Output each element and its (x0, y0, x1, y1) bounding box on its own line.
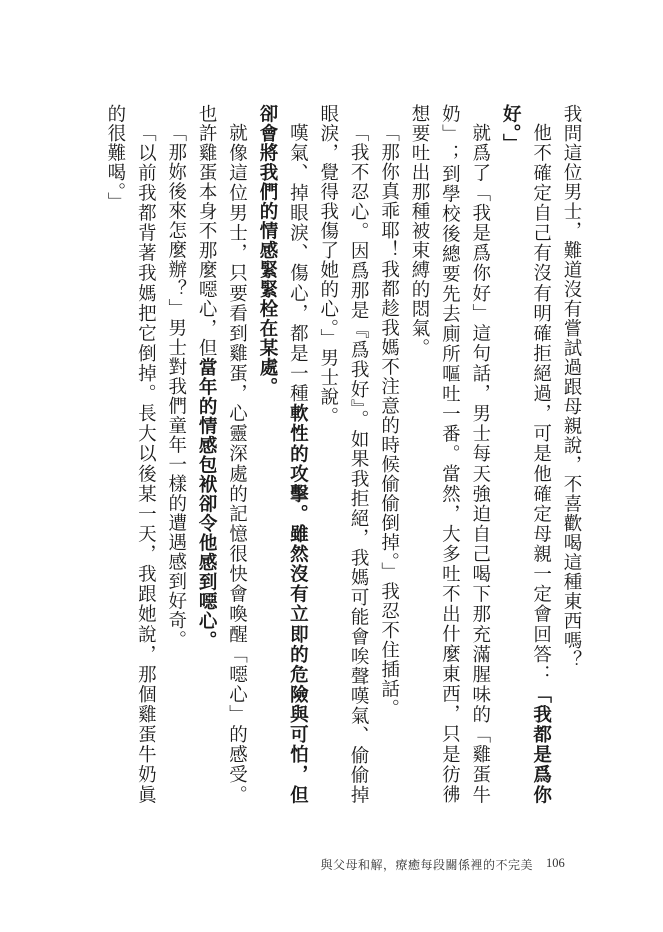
paragraph (160, 104, 190, 804)
paragraph (495, 104, 556, 804)
paragraph (100, 104, 160, 804)
text-run: 嘆氣、掉眼淚、傷心，都是一種 (287, 122, 309, 404)
text-run: 我問這位男士，難道沒有嘗試過跟母親說，不喜歡喝這種東西嗎？ (561, 104, 582, 670)
bold-text-run: 當年的情感包袱卻令他感到噁心。 (196, 357, 218, 650)
bold-text-run: 「我都是爲你好。」 (500, 104, 552, 804)
paragraph (556, 104, 586, 804)
bold-text-run: 軟性的攻擊。雖然沒有立即的危險與可怕，但卻會將我們的情感緊緊栓在某處。 (256, 104, 309, 804)
text-run: 就爲了「我是爲你好」這句話，男士每天強迫自己喝下那充滿腥味的「雞蛋牛奶」；到學校後總要先去廁所嘔吐一番。當然，大多吐不出什麼東西，只是彷彿想要吐出那種被束縛的悶氣。 (408, 104, 491, 804)
text-run: 「以前我都背著我媽把它倒掉。長大以後某一天，我跟她說，那個雞蛋牛奶眞的很難喝。」 (104, 104, 157, 804)
paragraph (252, 104, 313, 804)
text-run: 他不確定自己有沒有明確拒絕過，可是他確定母親一定會回答： (530, 122, 552, 685)
page-number: 106 (546, 856, 565, 870)
paragraph (191, 104, 252, 804)
text-run: 就像這位男士，只要看到雞蛋，心靈深處的記憶很快會喚醒「噁心」的感受。也許雞蛋本身不那麼噁心，但 (196, 104, 248, 804)
paragraph (404, 104, 495, 804)
text-run: 「那你真乖耶！我都趁我媽不注意的時候偷偷倒掉。」我忍不住插話。 (378, 122, 400, 718)
paragraph (312, 104, 373, 804)
text-run: 「那妳後來怎麼辦？」男士對我們童年一樣的遭遇感到好奇。 (165, 122, 187, 649)
paragraph (373, 104, 403, 804)
text-run: 「我不忍心。因爲那是『爲我好』。如果我拒絕，我媽可能會唉聲嘆氣、偷偷掉眼淚，覺得我傷了她的心。」男士說。 (317, 104, 370, 804)
vertical-text-body (100, 104, 586, 804)
running-title: 與父母和解，療癒每段關係裡的不完美 (320, 858, 533, 872)
